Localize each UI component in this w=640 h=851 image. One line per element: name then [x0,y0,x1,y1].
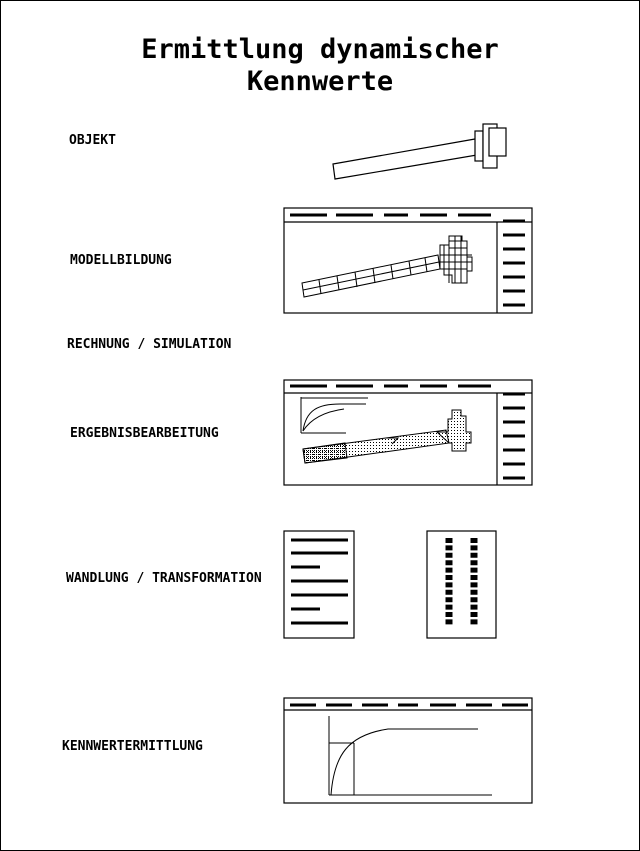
step-label-ergebnis: ERGEBNISBEARBEITUNG [70,426,219,441]
step-label-rechnung: RECHNUNG / SIMULATION [67,337,232,352]
step-label-modellbildung: MODELLBILDUNG [70,253,172,268]
results-window [284,380,532,485]
transformation-documents [284,531,496,638]
title-line-2: Kennwerte [246,66,394,97]
parameter-window [284,698,532,803]
step-label-wandlung: WANDLUNG / TRANSFORMATION [66,571,262,586]
object-shaft-drawing [333,124,506,179]
step-label-kennwert: KENNWERTERMITTLUNG [62,739,203,754]
title-line-1: Ermittlung dynamischer [141,34,499,65]
modeling-window [284,208,532,313]
step-label-objekt: OBJEKT [69,133,116,148]
